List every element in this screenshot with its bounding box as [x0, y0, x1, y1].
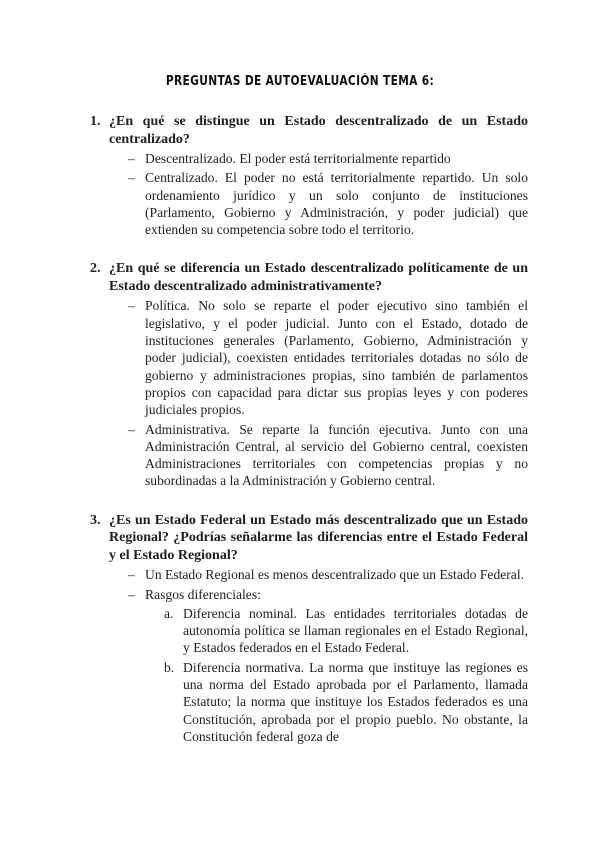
dash-bullet: – [128, 170, 135, 186]
question-number: 1. [90, 114, 101, 129]
answer-text: Administrativa. Se reparte la función ejecutiva. Junto con una Administración Central, al servicio del Gobierno central, coexisten Administraciones territoriales con competencias propias y no subordinadas a la Administración y Gobierno central. [145, 421, 528, 489]
answer-item [128, 566, 528, 583]
dash-bullet: – [128, 421, 135, 437]
sub-item-text: Diferencia normativa. La norma que instituye las regiones es una norma del Estado aprobada por el Parlamento, llamada Estatuto; la norma que instituye los Estados federados es una Constitución, aprobada por el propio pueblo. No obstante, la Constitución federal goza de [183, 659, 528, 744]
question-1 [90, 113, 528, 238]
answer-item [128, 421, 528, 490]
answer-item [128, 169, 528, 238]
answer-item [128, 586, 528, 603]
answer-text: Un Estado Regional es menos descentralizado que un Estado Federal. [145, 567, 525, 583]
answer-item [128, 297, 528, 418]
answer-item [128, 150, 528, 167]
answer-text: Descentralizado. El poder está territorialmente repartido [145, 151, 451, 166]
question-number: 3. [90, 512, 101, 528]
question-text: ¿En qué se diferencia un Estado descentralizado políticamente de un Estado descentralizado administrativamente? [109, 261, 528, 294]
question-3 [90, 512, 528, 745]
dash-bullet: – [128, 298, 135, 314]
question-text: ¿En qué se distingue un Estado descentralizado de un Estado centralizado? [109, 114, 528, 147]
dash-bullet: – [128, 151, 135, 166]
sub-item-text: Diferencia nominal. Las entidades territoriales dotadas de autonomía política se llaman regionales en el Estado Regional, y Estados federados en el Estado Federal. [183, 605, 528, 656]
question-heading [90, 113, 528, 148]
sub-item-a [164, 605, 528, 657]
answer-text: Rasgos diferenciales: [145, 586, 261, 602]
sub-item-marker: a. [164, 605, 174, 621]
document-title: PREGUNTAS DE AUTOEVALUACIÓN TEMA 6: [165, 74, 435, 89]
question-text: ¿Es un Estado Federal un Estado más descentralizado que un Estado Regional? ¿Podrías señalarme las diferencias entre el Estado Federal y el Estado Regional? [109, 512, 528, 563]
dash-bullet: – [128, 567, 135, 583]
answer-text: Centralizado. El poder no está territorialmente repartido. Un solo ordenamiento jurídico y un solo conjunto de instituciones (Parlamento, Gobierno y Administración, y poder judicial) que extienden su competencia sobre todo el territorio. [145, 170, 528, 238]
question-2 [90, 260, 528, 489]
dash-bullet: – [128, 586, 135, 602]
question-number: 2. [90, 261, 101, 277]
questions-list [90, 113, 528, 767]
sub-item-marker: b. [164, 659, 175, 675]
sub-item-b [164, 659, 528, 745]
question-heading [90, 512, 528, 565]
question-heading [90, 260, 528, 295]
answer-text: Política. No solo se reparte el poder ejecutivo sino también el legislativo, y el poder judicial. Junto con el Estado, dotado de instituciones generales (Parlamento, Gobierno, Administración y poder judicial), coexisten entidades territoriales dotadas no sólo de gobierno y administraciones propias, sino también de parlamentos propios con capacidad para dictar sus propias leyes y con poderes judiciales propios. [145, 298, 528, 418]
